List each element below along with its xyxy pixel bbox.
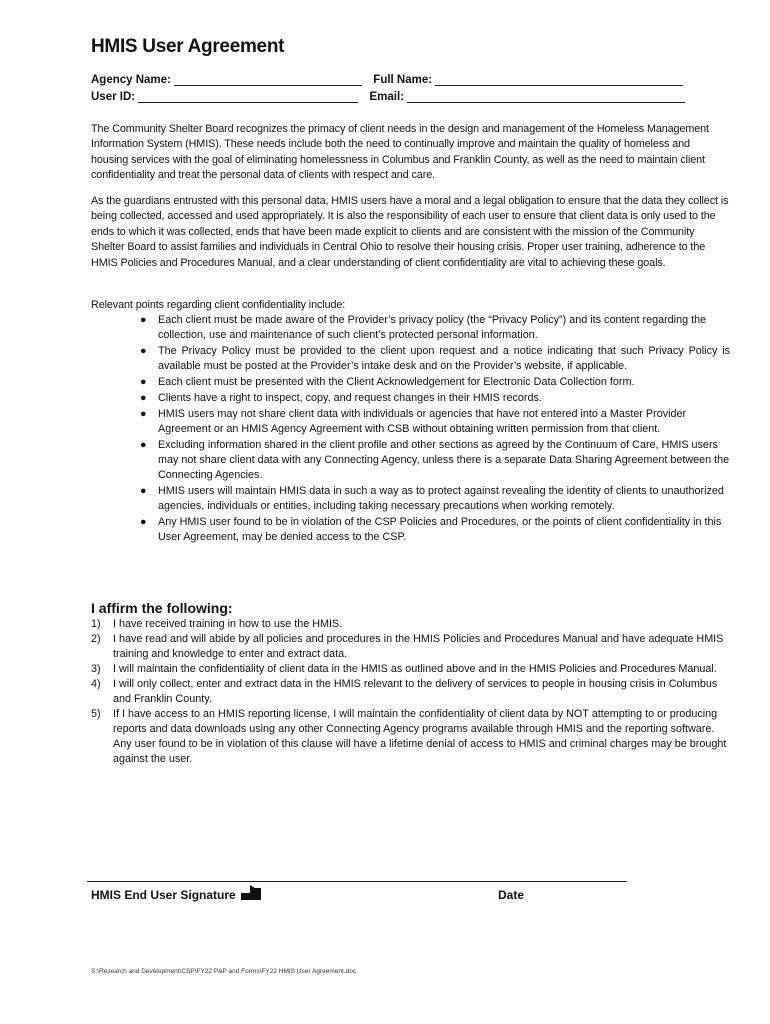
date-label: Date xyxy=(498,888,525,902)
relevant-points-intro: Relevant points regarding client confidentiality include: xyxy=(91,299,346,311)
affirmation-item xyxy=(91,617,731,632)
bullet-text: Each client must be presented with the Client Acknowledgement for Electronic Data Collection form. xyxy=(158,376,635,388)
affirmation-text: If I have access to an HMIS reporting license, I will maintain the confidentiality of client data by NOT attempting to or producing reports and data downloads using any other Connecting Agency programs available through HMIS and the reporting software. Any user found to be in violation of this clause will have a lifetime denial of access to HMIS and criminal charges may be brought against the user. xyxy=(113,708,727,765)
bullet-item xyxy=(140,375,730,390)
affirmation-text: I will maintain the confidentiality of client data in the HMIS as outlined above and in the HMIS Policies and Procedures Manual. xyxy=(113,663,717,675)
confidentiality-bullet-list xyxy=(140,313,730,546)
bullet-text: The Privacy Policy must be provided to the client upon request and a notice indicating that such Privacy Policy is available must be posted at the Provider’s intake desk and on the Provider’s website, if applicable. xyxy=(158,345,730,372)
document-title: HMIS User Agreement xyxy=(91,36,285,57)
affirmation-number: 4) xyxy=(91,678,101,690)
bullet-text: HMIS users may not share client data with individuals or agencies that have not entered into a Master Provider Agreement or an HMIS Agency Agreement with CSB without obtaining written permission from that client. xyxy=(158,408,687,435)
bullet-text: HMIS users will maintain HMIS data in such a way as to protect against revealing the identity of clients to unauthorized agencies, individuals or entities, including taking necessary precautions when working remotely. xyxy=(158,485,724,512)
affirm-heading: I affirm the following: xyxy=(91,600,233,616)
bullet-icon: ● xyxy=(140,392,147,404)
bullet-icon: ● xyxy=(140,408,147,420)
affirmation-number: 3) xyxy=(91,663,101,675)
signature-line[interactable] xyxy=(87,881,627,882)
bullet-text: Each client must be made aware of the Provider’s privacy policy (the “Privacy Policy”) and its content regarding the collection, use and maintenance of such client’s protected personal information. xyxy=(158,314,707,341)
affirmation-item xyxy=(91,662,731,677)
full-name-field[interactable] xyxy=(435,74,683,86)
affirmation-text: I have read and will abide by all policies and procedures in the HMIS Policies and Procedures Manual and have adequate HMIS training and knowledge to enter and extract data. xyxy=(113,633,724,660)
file-path-footer: S:\Research and Development\CSP\FY22 P&P and Forms\FY22 HMIS User Agreement.doc xyxy=(91,968,357,975)
signature-label: HMIS End User Signature xyxy=(91,888,236,902)
bullet-item xyxy=(140,438,730,483)
user-id-label: User ID: xyxy=(91,91,136,103)
affirmation-item xyxy=(91,677,731,707)
full-name-label: Full Name: xyxy=(373,74,433,86)
guardians-paragraph: As the guardians entrusted with this personal data, HMIS users have a moral and a legal obligation to ensure that the data they collect is being collected, accessed and used appropriately. It is also the responsibility of each user to ensure that client data is only used to the ends to which it was collected, ends that have been made explicit to clients and are consistent with the mission of the Community Shelter Board to assist families and individuals in Central Ohio to resolve their housing crisis. Proper user training, adherence to the HMIS Policies and Procedures Manual, and a clear understanding of client confidentiality are vital to achieving these goals. xyxy=(91,195,729,269)
agency-name-field[interactable] xyxy=(174,74,362,86)
affirmation-item xyxy=(91,707,731,767)
bullet-icon: ● xyxy=(140,314,147,326)
bullet-item xyxy=(140,407,730,437)
affirmation-list xyxy=(91,617,731,767)
email-label: Email: xyxy=(369,91,405,103)
affirmation-number: 5) xyxy=(91,708,101,720)
bullet-icon: ● xyxy=(140,439,147,451)
bullet-item xyxy=(140,313,730,343)
agency-name-label: Agency Name: xyxy=(91,74,171,86)
bullet-text: Excluding information shared in the client profile and other sections as agreed by the Continuum of Care, HMIS users may not share client data with any Connecting Agency, unless there is a separate Data Sharing Agreement between the Connecting Agencies. xyxy=(158,439,730,481)
affirmation-number: 1) xyxy=(91,618,101,630)
userid-email-row xyxy=(91,91,685,103)
affirmation-item xyxy=(91,632,731,662)
bullet-icon: ● xyxy=(140,516,147,528)
bullet-icon: ● xyxy=(140,485,147,497)
affirmation-text: I have received training in how to use the HMIS. xyxy=(113,618,343,630)
email-field[interactable] xyxy=(407,91,685,103)
signature-arrow-icon xyxy=(239,884,265,907)
bullet-text: Clients have a right to inspect, copy, and request changes in their HMIS records. xyxy=(158,392,542,404)
bullet-icon: ● xyxy=(140,345,147,357)
bullet-item xyxy=(140,515,730,545)
bullet-item xyxy=(140,391,730,406)
bullet-text: Any HMIS user found to be in violation of the CSP Policies and Procedures, or the points of client confidentiality in this User Agreement, may be denied access to the CSP. xyxy=(158,516,722,543)
affirmation-text: I will only collect, enter and extract data in the HMIS relevant to the delivery of services to people in housing crisis in Columbus and Franklin County. xyxy=(113,678,718,705)
affirmation-number: 2) xyxy=(91,633,101,645)
bullet-item xyxy=(140,344,730,374)
user-id-field[interactable] xyxy=(138,91,358,103)
agency-fullname-row xyxy=(91,74,683,86)
bullet-item xyxy=(140,484,730,514)
intro-paragraph: The Community Shelter Board recognizes the primacy of client needs in the design and management of the Homeless Management Information System (HMIS). These needs include both the need to continually improve and maintain the quality of homeless and housing services with the goal of eliminating homelessness in Columbus and Franklin County, as well as the need to maintain client confidentiality and treat the personal data of clients with respect and care. xyxy=(91,123,709,182)
bullet-icon: ● xyxy=(140,376,147,388)
